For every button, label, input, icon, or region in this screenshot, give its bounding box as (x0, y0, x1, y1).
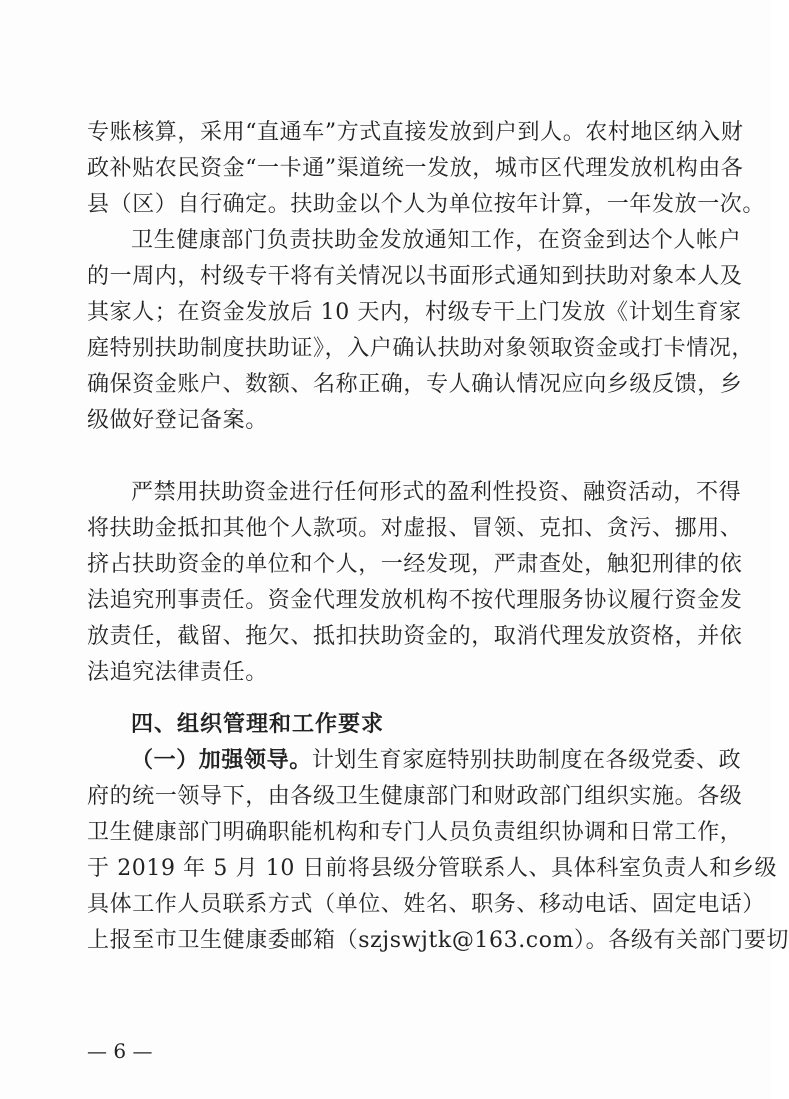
subsection-lead: （一）加强领导。 (131, 748, 312, 773)
body-line: 具体工作人员联系方式（单位、姓名、职务、移动电话、固定电话） (87, 892, 766, 917)
body-line: 庭特别扶助制度扶助证》，入户确认扶助对象领取资金或打卡情况， (87, 336, 755, 361)
body-line: 其家人；在资金发放后 10 天内，村级专干上门发放《计划生育家 (87, 300, 742, 325)
subsection-first-line (131, 746, 742, 776)
subsection-text: 计划生育家庭特别扶助制度在各级党委、政 (311, 748, 742, 773)
body-line: 于 2019 年 5 月 10 日前将县级分管联系人、具体科室负责人和乡级 (87, 856, 778, 881)
body-line: 法追究法律责任。 (87, 660, 268, 685)
section-heading: 四、组织管理和工作要求 (131, 712, 385, 737)
body-line: 的一周内，村级专干将有关情况以书面形式通知到扶助对象本人及 (87, 264, 743, 289)
body-line: 专账核算，采用“直通车”方式直接发放到户到人。农村地区纳入财 (87, 120, 744, 145)
body-line: 政补贴农民资金“一卡通”渠道统一发放，城市区代理发放机构由各 (87, 156, 744, 181)
body-line: 法追究刑事责任。资金代理发放机构不按代理服务协议履行资金发 (87, 588, 743, 613)
body-line: 挤占扶助资金的单位和个人，一经发现，严肃查处，触犯刑律的依 (87, 552, 743, 577)
body-line: 确保资金账户、数额、名称正确，专人确认情况应向乡级反馈，乡 (87, 372, 743, 397)
body-line: 府的统一领导下，由各级卫生健康部门和财政部门组织实施。各级 (87, 784, 743, 809)
body-line: 放责任，截留、拖欠、抵扣扶助资金的，取消代理发放资格，并依 (87, 624, 743, 649)
body-line: 将扶助金抵扣其他个人款项。对虚报、冒领、克扣、贪污、挪用、 (87, 516, 743, 541)
body-line: 卫生健康部门明确职能机构和专门人员负责组织协调和日常工作， (87, 820, 743, 845)
page-number: — 6 — (87, 1039, 153, 1063)
body-line: 上报至市卫生健康委邮箱（szjswjtk@163.com）。各级有关部门要切 (87, 928, 789, 953)
body-line: 级做好登记备案。 (87, 408, 268, 433)
body-line: 严禁用扶助资金进行任何形式的盈利性投资、融资活动，不得 (131, 480, 742, 505)
body-line: 县（区）自行确定。扶助金以个人为单位按年计算，一年发放一次。 (87, 192, 766, 217)
body-line: 卫生健康部门负责扶助金发放通知工作，在资金到达个人帐户 (131, 228, 742, 253)
